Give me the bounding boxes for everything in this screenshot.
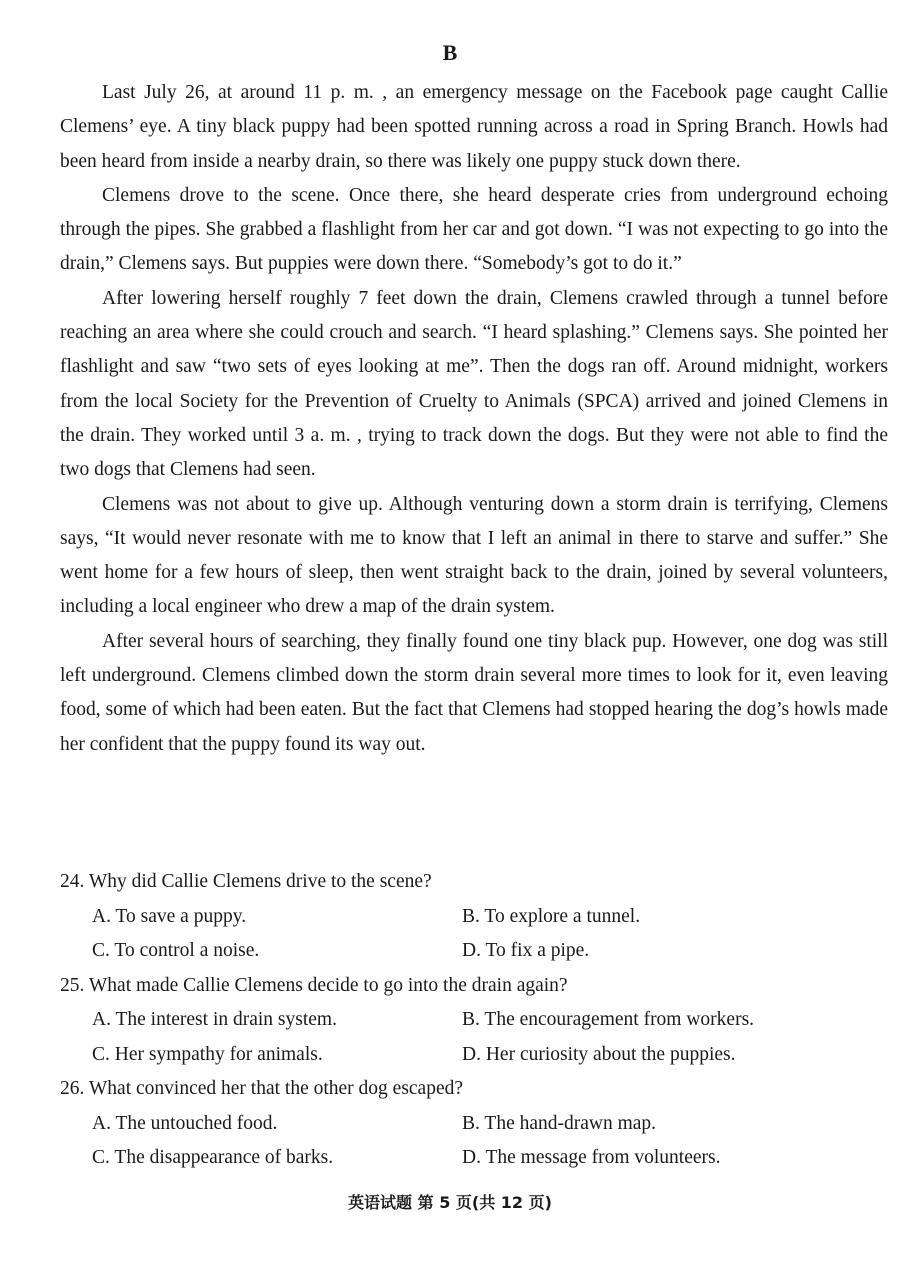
passage-paragraph: Last July 26, at around 11 p. m. , an emergency message on the Facebook page caught Callie Clemens’ eye. A tiny black puppy had been spotted running across a road in Spring Branch. Howls had been heard from inside a nearby drain, so there was likely one puppy stuck down there. [60,82,888,172]
question-stem: 24. Why did Callie Clemens drive to the scene? [60,871,432,892]
section-title: B [442,40,458,65]
option-group [60,900,888,969]
question-24 [60,865,888,969]
question-26 [60,1072,888,1176]
option-b: B. To explore a tunnel. [462,905,641,927]
option-c: C. The disappearance of barks. [92,1147,334,1168]
option-a: A. To save a puppy. [92,905,247,927]
option-d: D. The message from volunteers. [462,1147,721,1168]
option-d: D. To fix a pipe. [462,940,590,961]
passage-paragraph: Clemens was not about to give up. Although venturing down a storm drain is terrifying, Clemens says, “It would never resonate with me to know that I left an animal in there to starve and suffer.” She went home for a few hours of sleep, then went straight back to the drain, joined by several volunteers, including a local engineer who drew a map of the drain system. [60,493,888,618]
option-group [60,1003,888,1072]
option-b: B. The encouragement from workers. [462,1009,755,1030]
option-group [60,1107,888,1176]
question-stem: 26. What convinced her that the other dog escaped? [60,1078,464,1099]
option-c: C. Her sympathy for animals. [92,1043,323,1065]
option-a: A. The untouched food. [92,1112,278,1134]
option-c: C. To control a noise. [92,940,260,961]
passage-paragraph: After lowering herself roughly 7 feet down the drain, Clemens crawled through a tunnel before reaching an area where she could crouch and search. “I heard splashing.” Clemens says. She pointed her flashlight and saw “two sets of eyes looking at me”. Then the dogs ran off. Around midnight, workers from the local Society for the Prevention of Cruelty to Animals (SPCA) arrived and joined Clemens in the drain. They worked until 3 a. m. , trying to track down the dogs. But they were not able to find the two dogs that Clemens had seen. [60,287,888,481]
option-a: A. The interest in drain system. [92,1009,337,1030]
option-d: D. Her curiosity about the puppies. [462,1043,736,1065]
question-stem: 25. What made Callie Clemens decide to go into the drain again? [60,974,568,996]
reading-passage [60,76,888,762]
passage-paragraph: Clemens drove to the scene. Once there, she heard desperate cries from underground echoing through the pipes. She grabbed a flashlight from her car and got down. “I was not expecting to go into the drain,” Clemens says. But puppies were down there. “Somebody’s got to do it.” [60,184,888,275]
question-25 [60,969,888,1073]
question-list [60,865,888,1176]
passage-paragraph: After several hours of searching, they finally found one tiny black pup. However, one dog was still left underground. Clemens climbed down the storm drain several more times to look for it, even leaving food, some of which had been eaten. But the fact that Clemens had stopped hearing the dog’s howls made her confident that the puppy found its way out. [60,630,888,755]
option-b: B. The hand-drawn map. [462,1112,657,1134]
page-footer: 英语试题 第 5 页(共 12 页) [348,1193,552,1212]
